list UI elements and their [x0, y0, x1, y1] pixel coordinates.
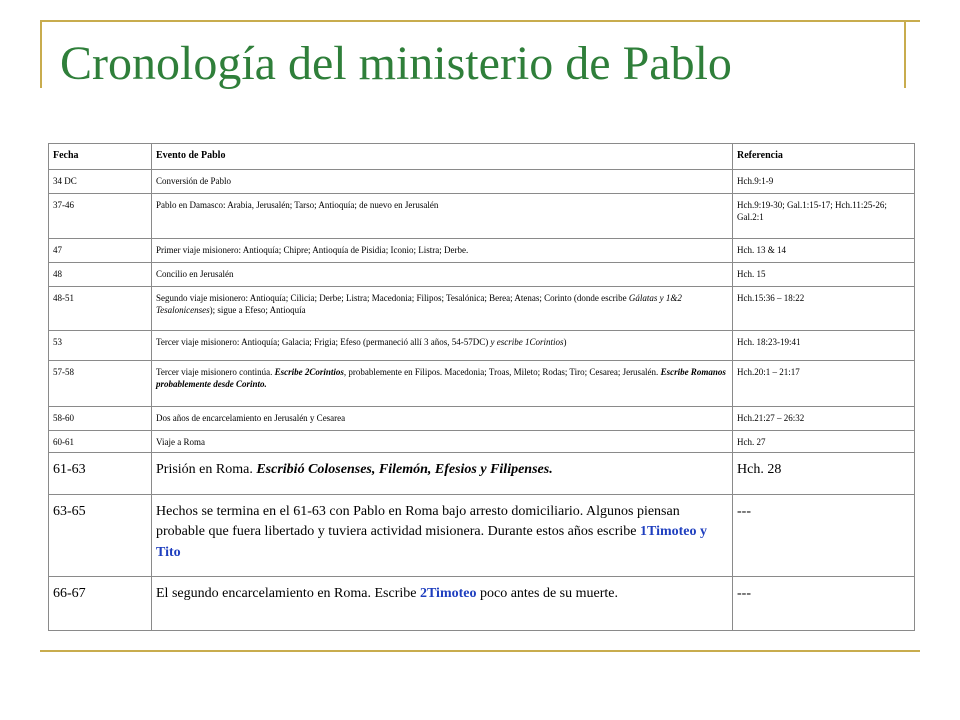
cell-evento	[152, 287, 733, 331]
table-row	[49, 495, 915, 577]
cell-referencia: Hch. 28	[733, 453, 915, 495]
cell-fecha: 53	[49, 331, 152, 361]
evento-text: Hechos se termina en el 61-63 con Pablo en Roma bajo arresto domiciliario. Algunos piensan probable que fuera libertado y tuviera actividad misionera. Durante estos años escribe	[156, 504, 680, 540]
cell-referencia: Hch. 13 & 14	[733, 239, 915, 263]
header-fecha: Fecha	[49, 144, 152, 170]
header-evento: Evento de Pablo	[152, 144, 733, 170]
evento-text: Tercer viaje misionero continúa.	[156, 367, 275, 377]
evento-text: Tercer viaje misionero: Antioquía; Galacia; Frigia; Efeso (permaneció allí 3 años, 54-57DC)	[156, 337, 491, 347]
evento-epistle: Escribió Colosenses, Filemón, Efesios y Filipenses.	[256, 462, 553, 477]
cell-fecha: 47	[49, 239, 152, 263]
cell-evento: Pablo en Damasco: Arabia, Jerusalén; Tarso; Antioquía; de nuevo en Jerusalén	[152, 194, 733, 239]
cell-evento	[152, 495, 733, 577]
cell-referencia: Hch. 18:23-19:41	[733, 331, 915, 361]
evento-epistle: 1Timoteo y Tito	[156, 524, 707, 560]
evento-text: Prisión en Roma.	[156, 462, 257, 477]
cell-fecha: 58-60	[49, 407, 152, 431]
table-row	[49, 194, 915, 239]
cell-referencia: ---	[733, 495, 915, 577]
cell-evento	[152, 577, 733, 631]
right-rule	[904, 20, 906, 88]
cell-fecha: 48-51	[49, 287, 152, 331]
cell-fecha: 66-67	[49, 577, 152, 631]
evento-text: )	[563, 337, 567, 347]
evento-epistle: Gálatas y 1&2 Tesalonicenses	[156, 293, 682, 316]
cell-referencia: Hch.9:1-9	[733, 170, 915, 194]
cell-evento	[152, 331, 733, 361]
evento-text: poco antes de su muerte.	[476, 586, 618, 601]
cell-evento: Conversión de Pablo	[152, 170, 733, 194]
table-row	[49, 239, 915, 263]
cell-referencia: Hch. 27	[733, 431, 915, 453]
table-row	[49, 431, 915, 453]
cell-referencia: Hch.9:19-30; Gal.1:15-17; Hch.11:25-26; Gal.2:1	[733, 194, 915, 239]
table-row	[49, 331, 915, 361]
table-row	[49, 577, 915, 631]
header-referencia: Referencia	[733, 144, 915, 170]
table-row	[49, 263, 915, 287]
cell-fecha: 48	[49, 263, 152, 287]
table-row	[49, 287, 915, 331]
evento-epistle: 2Timoteo	[419, 586, 477, 601]
cell-fecha: 61-63	[49, 453, 152, 495]
table-row	[49, 407, 915, 431]
top-rule	[40, 20, 920, 22]
page-title: Cronología del ministerio de Pablo	[60, 37, 732, 90]
evento-epistle: Escribe 2Corintios	[274, 367, 344, 377]
evento-text: El segundo encarcelamiento en Roma. Escribe	[156, 586, 420, 601]
bottom-rule	[40, 650, 920, 652]
cell-fecha: 57-58	[49, 361, 152, 407]
cell-referencia: Hch.20:1 – 21:17	[733, 361, 915, 407]
cell-evento: Primer viaje misionero: Antioquía; Chipre; Antioquía de Pisidia; Iconio; Listra; Derbe.	[152, 239, 733, 263]
cell-evento: Concilio en Jerusalén	[152, 263, 733, 287]
table-row	[49, 170, 915, 194]
table-row	[49, 361, 915, 407]
left-rule	[40, 20, 42, 88]
evento-epistle: Escribe Romanos probablemente desde Corinto.	[156, 367, 726, 390]
evento-text: ); sigue a Efeso; Antioquía	[209, 305, 306, 316]
cell-evento: Dos años de encarcelamiento en Jerusalén y Cesarea	[152, 407, 733, 431]
cell-fecha: 60-61	[49, 431, 152, 453]
cell-referencia: Hch.15:36 – 18:22	[733, 287, 915, 331]
evento-text: , probablemente en Filipos. Macedonia; Troas, Mileto; Rodas; Tiro; Cesarea; Jerusalén.	[343, 367, 661, 377]
cell-referencia: Hch.21:27 – 26:32	[733, 407, 915, 431]
cell-referencia: ---	[733, 577, 915, 631]
evento-text: Segundo viaje misionero: Antioquía; Cilicia; Derbe; Listra; Macedonia; Filipos; Tesalónica; Berea; Atenas; Corinto (donde escribe	[156, 293, 629, 303]
chronology-table	[48, 143, 915, 631]
cell-evento	[152, 361, 733, 407]
cell-fecha: 37-46	[49, 194, 152, 239]
cell-fecha: 34 DC	[49, 170, 152, 194]
table-row	[49, 453, 915, 495]
evento-epistle: y escribe 1Corintios	[490, 337, 564, 347]
cell-evento: Viaje a Roma	[152, 431, 733, 453]
cell-evento	[152, 453, 733, 495]
cell-referencia: Hch. 15	[733, 263, 915, 287]
cell-fecha: 63-65	[49, 495, 152, 577]
table-header-row	[49, 144, 915, 170]
